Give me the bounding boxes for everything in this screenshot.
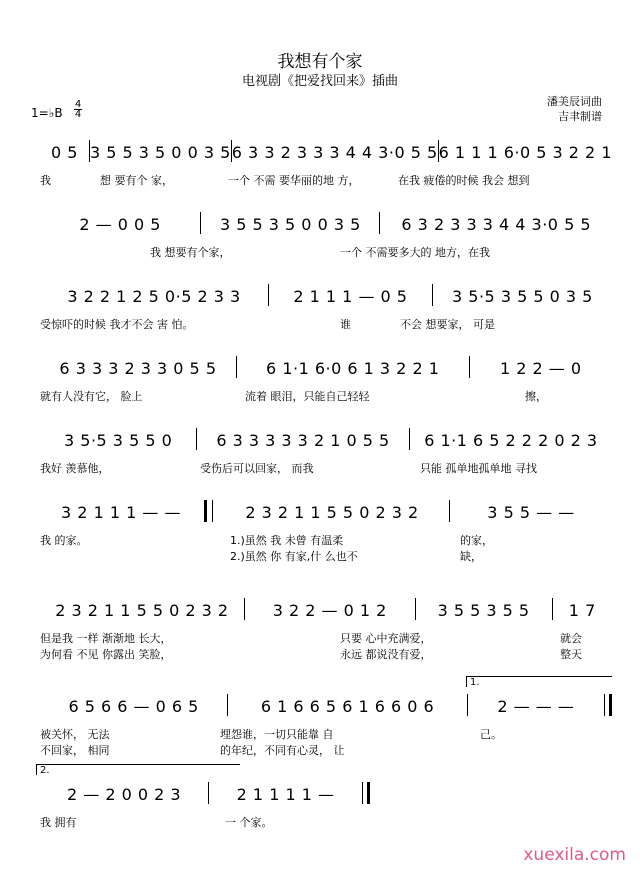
lyric-segment: 为何看 不见 你露出 笑脸， [40, 648, 172, 661]
watermark: xuexila.com [523, 845, 626, 865]
lyric-line-6 [40, 532, 612, 548]
lyric-segment: 在我 疲倦的时候 我会 想到 [398, 174, 530, 187]
time-signature-bottom: 4 [74, 109, 82, 120]
measure: 6 1 1 1 6·0 5 3 2 2 1 [438, 143, 612, 162]
time-signature [74, 100, 82, 119]
staff-line-6 [40, 500, 612, 522]
lyric-segment: 埋怨谁，一切只能靠 自 [220, 728, 334, 741]
song-title: 我想有个家 [277, 52, 363, 72]
measure: 2 1 1 1 — 0 5 [293, 287, 408, 306]
lyric-line-8 [40, 726, 612, 742]
measure: 3 5 5 3 5 0 0 3 5 [89, 143, 231, 162]
lyric-segment: 流着 眼泪，只能自己轻轻 [245, 390, 370, 403]
volta-second-ending: 2. [36, 764, 240, 775]
lyric-segment: 我 想要有个家， [150, 246, 231, 259]
lyric-segment: 1.)虽然 我 未曾 有温柔 [230, 534, 344, 547]
lyric-segment: 我好 羡慕他， [40, 462, 110, 475]
volta-first-ending: 1. [466, 676, 612, 687]
staff-line-8 [40, 694, 612, 716]
measure: 3 5·5 3 5 5 0 3 5 [452, 287, 593, 306]
lyric-line-7 [40, 630, 612, 646]
lyric-segment: 永远 都说没有爱， [340, 648, 432, 661]
measure: 6 1 6 6 5 6 1 6 6 0 6 [260, 697, 435, 716]
lyric-segment: 2.)虽然 你 有家,什 么也不 [230, 550, 358, 563]
measure: 2 — 2 0 0 2 3 [67, 785, 182, 804]
lyric-segment: 谁 [340, 318, 351, 331]
lyric-segment: 受惊吓的时候 我才不会 害 怕。 [40, 318, 194, 331]
measure: 3 5 5 3 5 5 [437, 601, 530, 620]
lyric-segment: 缺， [460, 550, 482, 563]
lyric-segment: 就有人没有它， 脸上 [40, 390, 143, 403]
measure: 2 1 1 1 1 — [236, 785, 335, 804]
staff-line-1 [40, 140, 612, 162]
staff-line-5 [40, 428, 612, 450]
measure: 6 3 3 3 2 3 3 0 5 5 [59, 359, 217, 378]
measure: 3 2 1 1 1 — — [61, 503, 181, 522]
measure: 3 5·5 3 5 5 0 [64, 431, 173, 450]
lyric-segment: 整天 [560, 648, 582, 661]
measure: 6 3 3 2 3 3 3 4 4 3·0 5 5 [231, 143, 438, 162]
measure: 2 — — — [497, 697, 575, 716]
measure: 3 2 2 1 2 5 0·5 2 3 3 [67, 287, 241, 306]
lyric-segment: 就会 [560, 632, 582, 645]
key-signature: 1=♭B [31, 106, 63, 120]
measure: 0 5 [51, 143, 78, 162]
lyric-segment: 被关怀， 无法 [40, 728, 110, 741]
lyric-segment: 的年纪，不同有心灵， 让 [220, 744, 345, 757]
measure: 2 — 0 0 5 [79, 215, 161, 234]
lyric-line-3 [40, 316, 612, 332]
measure: 2 3 2 1 1 5 5 0 2 3 2 [245, 503, 419, 522]
measure: 3 5 5 — — [487, 503, 575, 522]
lyric-segment: 我 拥有 [40, 816, 77, 829]
lyric-segment: 擦， [525, 390, 547, 403]
staff-line-9 [40, 782, 370, 804]
staff-line-4 [40, 356, 612, 378]
staff-line-7 [40, 598, 612, 620]
measure: 1 7 [568, 601, 596, 620]
measure: 6 3 2 3 3 3 4 4 3·0 5 5 [401, 215, 592, 234]
measure: 6 5 6 6 — 0 6 5 [68, 697, 199, 716]
lyric-segment: 想 要有个 家， [100, 174, 173, 187]
lyric-segment: 只能 孤单地孤单地 寻找 [420, 462, 537, 475]
lyric-line-1 [40, 172, 612, 188]
lyric-line-5 [40, 460, 612, 476]
lyric-segment: 但是我 一样 渐渐地 长大， [40, 632, 172, 645]
lyric-segment: 己。 [480, 728, 502, 741]
final-barline [362, 782, 370, 804]
lyric-line-4 [40, 388, 612, 404]
measure: 1 2 2 — 0 [499, 359, 582, 378]
repeat-end-barline [604, 694, 612, 716]
measure: 2 3 2 1 1 5 5 0 2 3 2 [55, 601, 229, 620]
measure: 6 1·1 6·0 6 1 3 2 2 1 [266, 359, 440, 378]
lyricist-credit: 潘美辰词曲 [547, 95, 602, 108]
staff-line-3 [40, 284, 612, 306]
lyric-segment: 不回家， 相同 [40, 744, 110, 757]
lyric-line-7-verse2 [40, 646, 612, 662]
lyric-segment: 我 [40, 174, 51, 187]
lyric-segment: 只要 心中充满爱， [340, 632, 432, 645]
lyric-line-6-verse2 [40, 548, 612, 564]
measure: 6 3 3 3 3 3 2 1 0 5 5 [216, 431, 390, 450]
lyric-line-9 [40, 814, 612, 830]
lyric-segment: 的家， [460, 534, 493, 547]
measure: 3 5 5 3 5 0 0 3 5 [219, 215, 361, 234]
measure: 3 2 2 — 0 1 2 [272, 601, 387, 620]
arranger-credit: 吉聿制谱 [558, 110, 602, 123]
lyric-segment: 一 个家。 [225, 816, 273, 829]
lyric-segment: 受伤后可以回家， 而我 [200, 462, 314, 475]
lyric-segment: 一个 不需要多大的 地方，在我 [340, 246, 490, 259]
repeat-start-barline [204, 500, 213, 522]
lyric-segment: 我 的家。 [40, 534, 88, 547]
song-subtitle: 电视剧《把爱找回来》插曲 [241, 74, 398, 89]
lyric-segment: 不会 想要家， 可是 [400, 318, 495, 331]
time-signature-top: 4 [74, 99, 82, 110]
staff-line-2 [40, 212, 612, 234]
measure: 6 1·1 6 5 2 2 2 0 2 3 [424, 431, 598, 450]
lyric-segment: 一个 不需 要华丽的地 方， [228, 174, 360, 187]
lyric-line-8-verse2 [40, 742, 612, 758]
lyric-line-2 [40, 244, 612, 260]
